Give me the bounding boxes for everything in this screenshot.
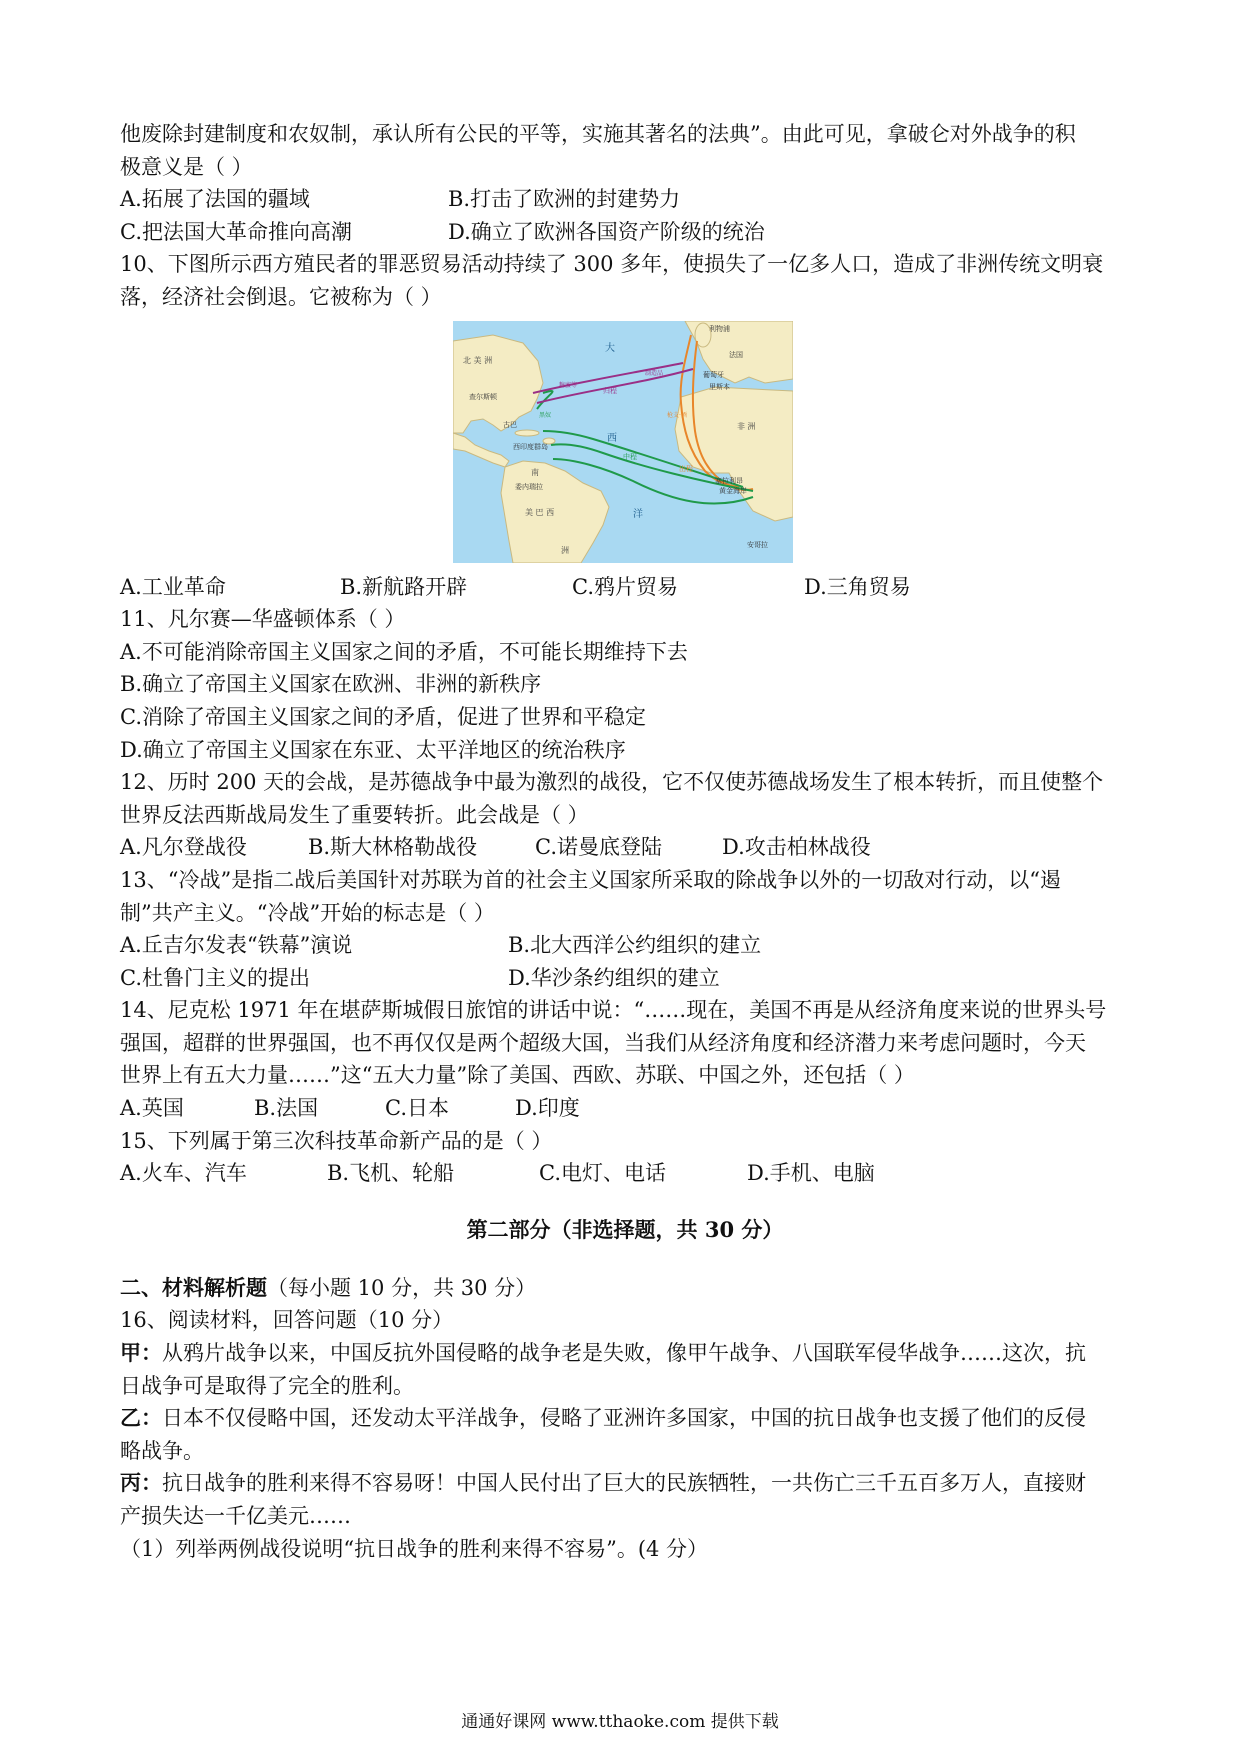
q9-options-row2 <box>120 216 1130 249</box>
q9-option-d[interactable]: D.确立了欧洲各国资产阶级的统治 <box>448 219 765 244</box>
triangle-trade-map <box>453 321 793 563</box>
q9-option-a[interactable]: A.拓展了法国的疆域 <box>120 187 310 212</box>
label-sierra-leone: 塞拉利昂 <box>715 476 743 485</box>
q13-options-row2 <box>120 962 1130 995</box>
q10-option-b[interactable]: B.新航路开辟 <box>340 574 468 599</box>
q16-bing-text1: 抗日战争的胜利来得不容易呀！中国人民付出了巨大的民族牺牲，一共伤亡三千五百多万人，直接财 <box>162 1471 1086 1496</box>
label-atlantic-yang: 洋 <box>633 508 643 520</box>
label-france: 法国 <box>729 350 743 359</box>
label-north-america: 北 美 洲 <box>463 355 493 365</box>
q14-stem-line1: 14、尼克松 1971 年在堪萨斯城假日旅馆的讲话中说：“……现在，美国不再是从经济角度来说的世界头号 <box>120 998 1107 1023</box>
page-footer: 通通好课网 www.tthaoke.com 提供下载 <box>461 1712 779 1732</box>
q12-option-d[interactable]: D.攻击柏林战役 <box>722 835 871 860</box>
label-africa: 非 洲 <box>737 421 756 431</box>
label-portugal: 葡萄牙 <box>703 370 724 379</box>
label-cuba: 古巴 <box>503 420 517 429</box>
map-cuba-island <box>515 430 539 436</box>
q15-options <box>120 1157 1130 1190</box>
q9-options-row1 <box>120 183 1130 216</box>
q10-stem-line1: 10、下图所示西方殖民者的罪恶贸易活动持续了 300 多年，使损失了一亿多人口，造成了非洲传统文明衰 <box>120 252 1104 277</box>
q12-option-a[interactable]: A.凡尔登战役 <box>120 835 247 860</box>
q14-option-b[interactable]: B.法国 <box>254 1096 319 1121</box>
q12-stem-line2: 世界反法西斯战局发生了重要转折。此会战是（ ） <box>120 802 589 827</box>
q10-options <box>120 571 1130 604</box>
q16-stem: 16、阅读材料，回答问题（10 分） <box>120 1308 454 1333</box>
section2-heading-bold: 二、材料解析题 <box>120 1274 267 1300</box>
label-route-out: 出程 <box>679 464 693 473</box>
label-route-middle: 中程 <box>623 452 637 461</box>
label-route-slaves: 黑奴 <box>539 411 552 419</box>
q16-yi-text2: 略战争。 <box>120 1438 204 1463</box>
q14-option-a[interactable]: A.英国 <box>120 1096 184 1121</box>
q10-option-a[interactable]: A.工业革命 <box>120 574 226 599</box>
q12-stem-line1: 12、历时 200 天的会战，是苏德战争中最为激烈的战役，它不仅使苏德战场发生了根本转折，而且使整个 <box>120 770 1104 795</box>
q16-yi-text1: 日本不仅侵略中国，还发动太平洋战争，侵略了亚洲许多国家，中国的抗日战争也支援了他们的反侵 <box>162 1406 1086 1431</box>
q15-option-c[interactable]: C.电灯、电话 <box>539 1161 666 1186</box>
q16-subquestion-1: （1）列举两例战役说明“抗日战争的胜利来得不容易”。(4 分） <box>120 1536 709 1561</box>
label-route-return: 归程 <box>603 386 617 395</box>
label-lisbon: 里斯本 <box>709 382 730 391</box>
q16-jia-text1: 从鸦片战争以来，中国反抗外国侵略的战争老是失败，像甲午战争、八国联军侵华战争……这次，抗 <box>162 1341 1086 1366</box>
q12-options <box>120 831 1130 864</box>
q13-option-d[interactable]: D.华沙条约组织的建立 <box>508 965 720 990</box>
section2-heading-rest: （每小题 10 分，共 30 分） <box>267 1275 537 1300</box>
q13-stem-line2: 制”共产主义。“冷战”开始的标志是（ ） <box>120 900 495 925</box>
q13-option-c[interactable]: C.杜鲁门主义的提出 <box>120 965 310 990</box>
q13-option-b[interactable]: B.北大西洋公约组织的建立 <box>508 933 762 958</box>
q16-material-yi-line1 <box>120 1402 1130 1435</box>
q16-material-jia-line1 <box>120 1337 1130 1370</box>
q14-option-c[interactable]: C.日本 <box>385 1096 449 1121</box>
q16-jia-text2: 日战争可是取得了完全的胜利。 <box>120 1373 414 1398</box>
label-route-sugar: 糖蜜等 <box>559 381 578 389</box>
triangle-trade-map-figure <box>453 321 793 563</box>
q16-material-bing-line1 <box>120 1467 1130 1500</box>
label-angola: 安哥拉 <box>747 540 768 549</box>
q12-option-c[interactable]: C.诺曼底登陆 <box>535 835 662 860</box>
q15-option-b[interactable]: B.飞机、轮船 <box>327 1161 455 1186</box>
q9-option-c[interactable]: C.把法国大革命推向高潮 <box>120 219 352 244</box>
exam-page <box>120 118 1130 1565</box>
label-venezuela: 委内瑞拉 <box>515 482 543 491</box>
q13-stem-line1: 13、“冷战”是指二战后美国针对苏联为首的社会主义国家所采取的除战争以外的一切敌对行动，以“遏 <box>120 867 1061 892</box>
q10-option-c[interactable]: C.鸦片贸易 <box>572 574 678 599</box>
q14-option-d[interactable]: D.印度 <box>515 1096 580 1121</box>
q11-option-c[interactable]: C.消除了帝国主义国家之间的矛盾，促进了世界和平稳定 <box>120 704 646 729</box>
q10-option-d[interactable]: D.三角贸易 <box>804 574 911 599</box>
label-atlantic-da: 大 <box>605 342 615 354</box>
q16-yi-label: 乙： <box>120 1405 162 1431</box>
q9-stem-line1: 他废除封建制度和农奴制，承认所有公民的平等，实施其著名的法典”。由此可见，拿破仑对外战争的积 <box>120 122 1076 146</box>
label-route-goods: 制造品 <box>645 369 664 377</box>
label-route-guns: 枪支·酒 <box>667 411 687 419</box>
q14-stem-line3: 世界上有五大力量……”这“五大力量”除了美国、西欧、苏联、中国之外，还包括（ ） <box>120 1063 915 1088</box>
part2-title: 第二部分（非选择题，共 30 分） <box>466 1216 784 1242</box>
label-liverpool: 利物浦 <box>709 324 730 333</box>
label-brazil: 美 巴 西 <box>525 507 555 517</box>
q11-option-d[interactable]: D.确立了帝国主义国家在东亚、太平洋地区的统治秩序 <box>120 737 626 762</box>
label-south: 南 <box>531 467 539 477</box>
q16-bing-text2: 产损失达一千亿美元…… <box>120 1504 351 1528</box>
q9-option-b[interactable]: B.打击了欧洲的封建势力 <box>448 187 681 212</box>
q10-stem-line2: 落，经济社会倒退。它被称为（ ） <box>120 284 442 309</box>
q15-option-d[interactable]: D.手机、电脑 <box>747 1161 875 1186</box>
q13-option-a[interactable]: A.丘吉尔发表“铁幕”演说 <box>120 933 353 958</box>
q14-stem-line2: 强国，超群的世界强国，也不再仅仅是两个超级大国，当我们从经济角度和经济潜力来考虑问题时，今天 <box>120 1030 1086 1055</box>
q11-option-a[interactable]: A.不可能消除帝国主义国家之间的矛盾，不可能长期维持下去 <box>120 639 688 664</box>
q16-bing-label: 丙： <box>120 1470 162 1496</box>
label-zhou: 洲 <box>561 545 569 555</box>
label-charleston: 查尔斯顿 <box>469 392 497 401</box>
q9-stem-line2: 极意义是（ ） <box>120 154 253 179</box>
q13-options-row1 <box>120 929 1130 962</box>
label-atlantic-xi: 西 <box>607 432 617 444</box>
q11-stem: 11、凡尔赛—华盛顿体系（ ） <box>120 607 406 632</box>
q15-stem: 15、下列属于第三次科技革命新产品的是（ ） <box>120 1128 553 1153</box>
label-gold-coast: 黄金海岸 <box>719 486 747 495</box>
q11-option-b[interactable]: B.确立了帝国主义国家在欧洲、非洲的新秩序 <box>120 672 542 697</box>
section2-heading <box>120 1272 1130 1305</box>
q14-options <box>120 1092 1130 1125</box>
q12-option-b[interactable]: B.斯大林格勒战役 <box>308 835 478 860</box>
q15-option-a[interactable]: A.火车、汽车 <box>120 1161 247 1186</box>
label-west-indies: 西印度群岛 <box>513 442 548 451</box>
q16-jia-label: 甲： <box>120 1340 162 1366</box>
